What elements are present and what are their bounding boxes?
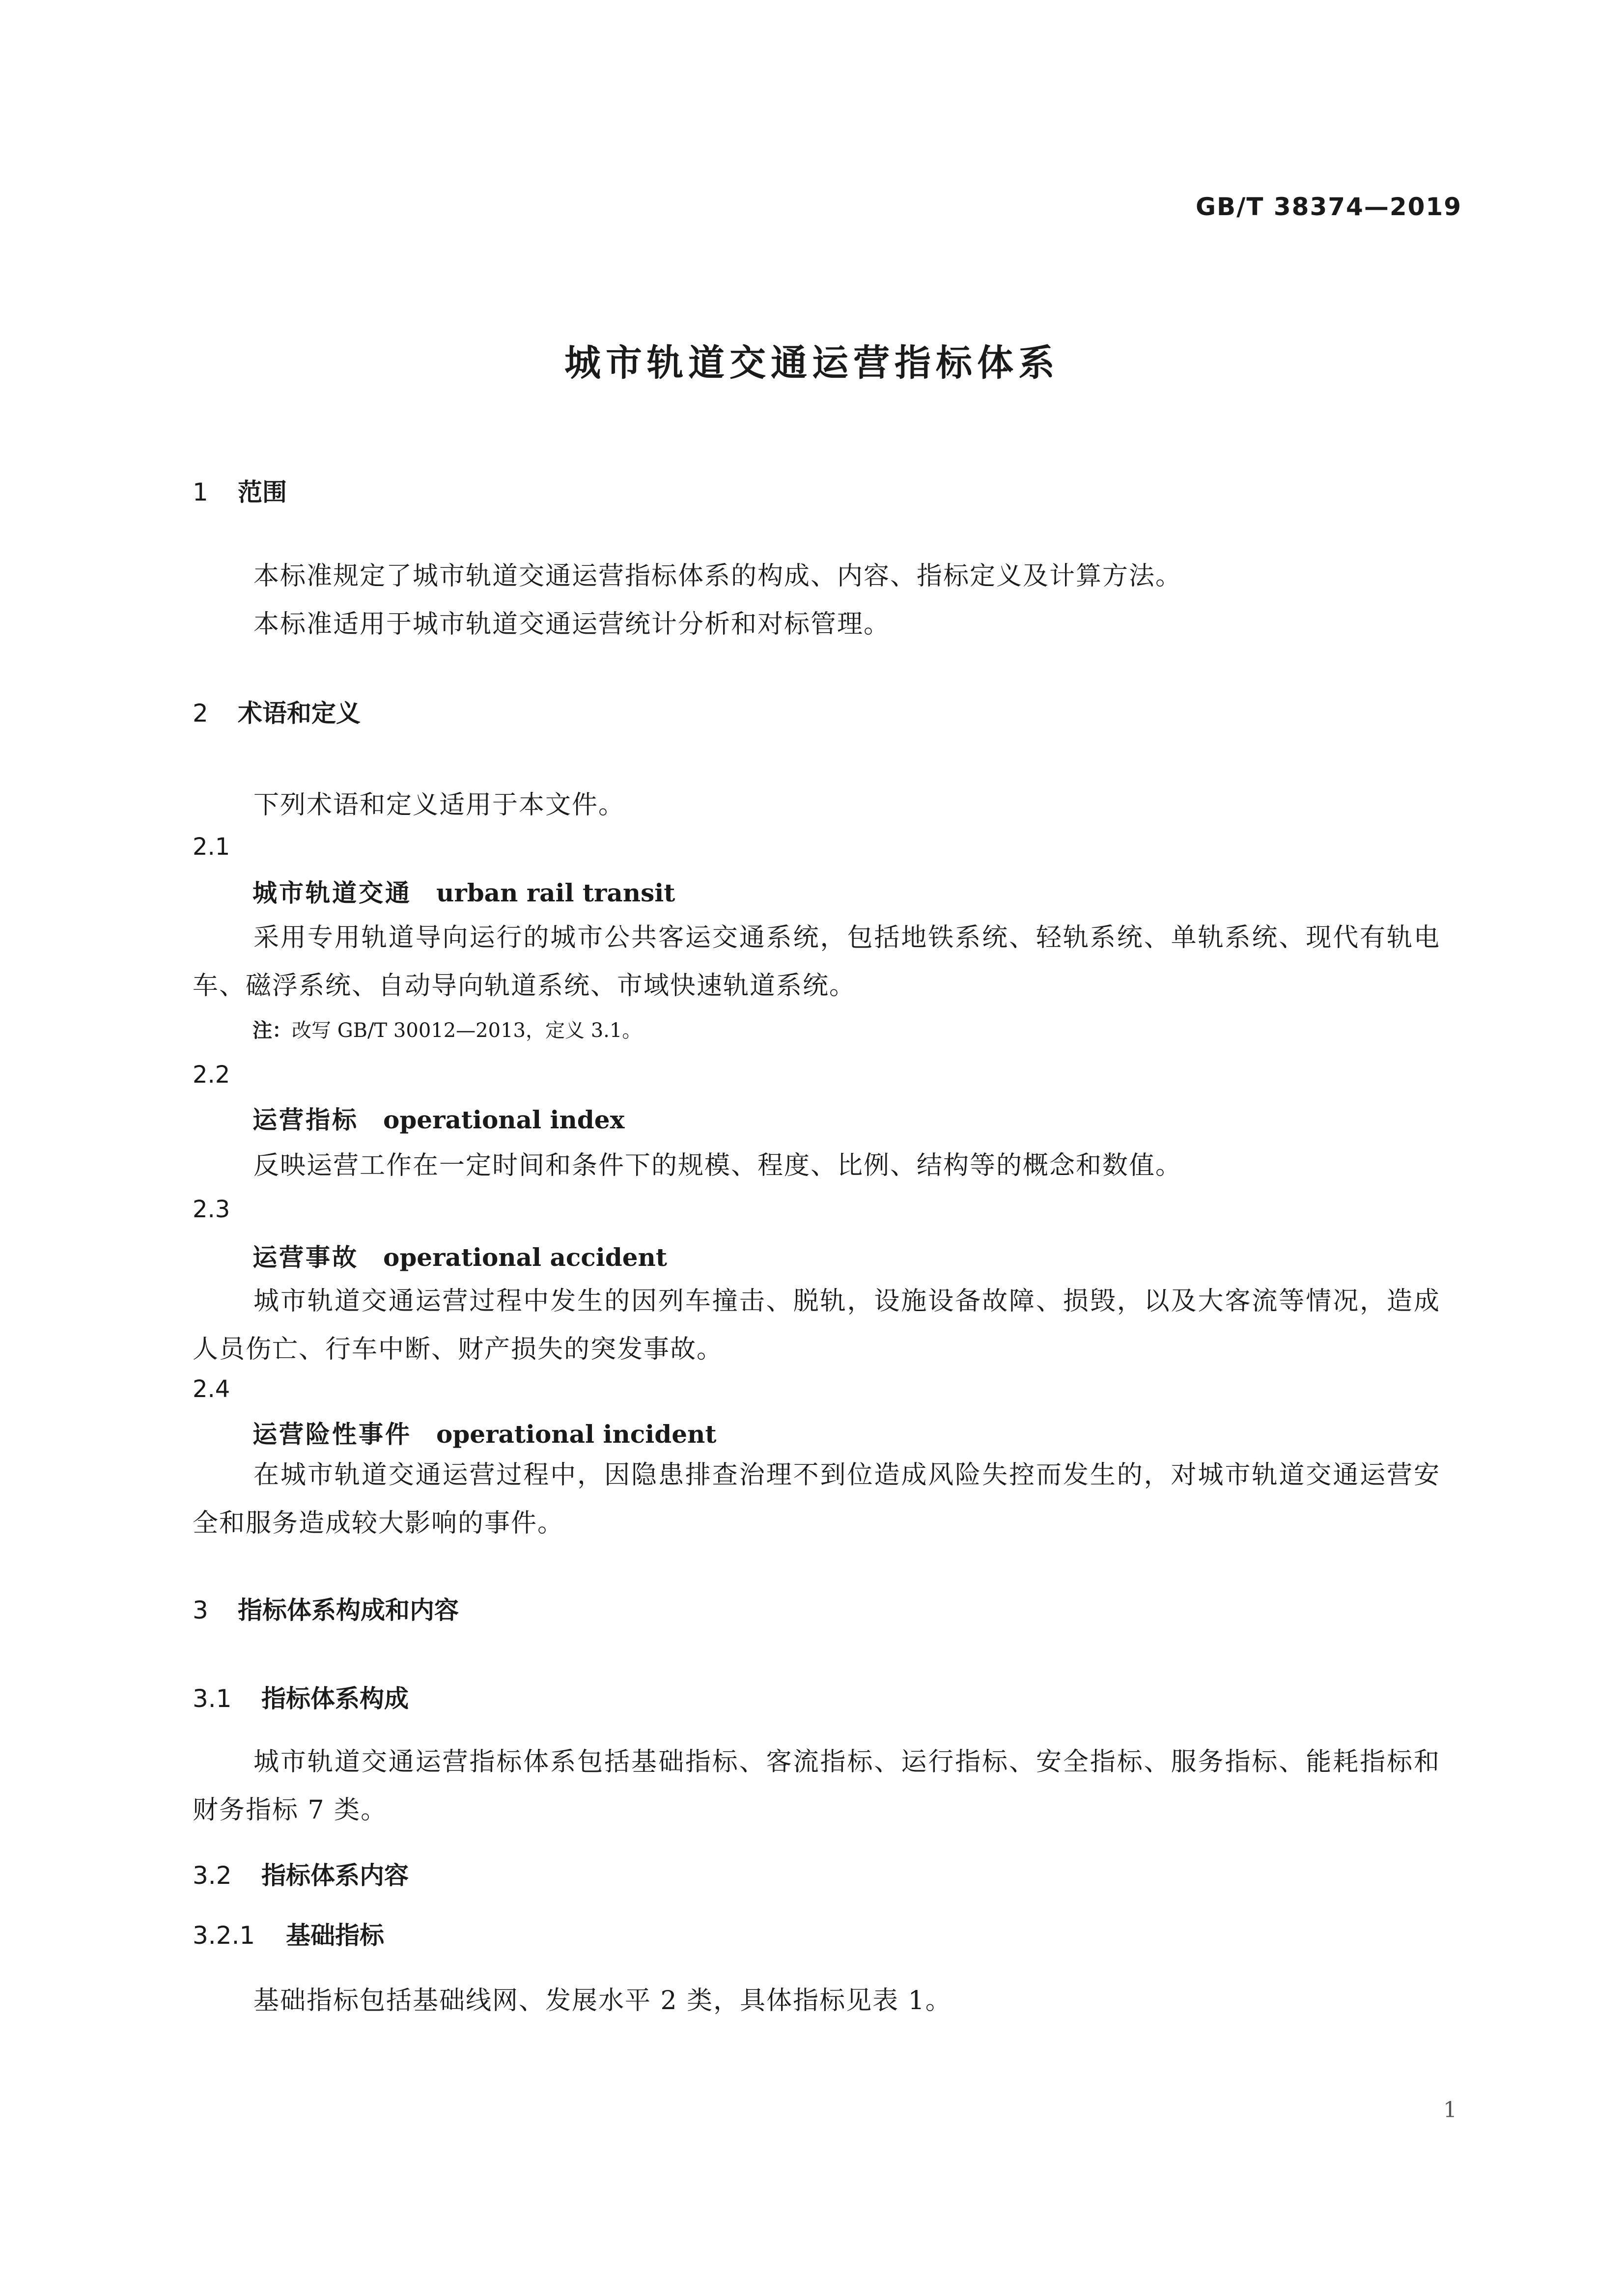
term-name: [252, 873, 675, 909]
section-number: 3.2: [193, 1861, 232, 1890]
note-text: 改写 GB/T 30012—2013，定义 3.1。: [292, 1019, 642, 1042]
term-definition: 城市轨道交通运营过程中发生的因列车撞击、脱轨，设施设备故障、损毁，以及大客流等情况，造成人员伤亡、行车中断、财产损失的突发事故。: [193, 1287, 1440, 1364]
paragraph: 本标准规定了城市轨道交通运营指标体系的构成、内容、指标定义及计算方法。: [253, 561, 1182, 591]
term-name: [252, 1100, 624, 1136]
paragraph: 本标准适用于城市轨道交通运营统计分析和对标管理。: [253, 610, 891, 639]
term-name: [252, 1415, 716, 1450]
paragraph: 下列术语和定义适用于本文件。: [253, 790, 625, 820]
section-3-2-heading: [193, 1856, 409, 1891]
section-title: 指标体系构成: [261, 1684, 409, 1713]
section-number: 3: [193, 1596, 208, 1624]
term-number: 2.1: [193, 833, 230, 861]
section-title: 指标体系构成和内容: [238, 1596, 459, 1624]
term-name-zh: 城市轨道交通: [252, 879, 412, 907]
term-name-en: operational index: [383, 1105, 625, 1134]
section-number: 2: [193, 699, 208, 728]
document-title: 城市轨道交通运营指标体系: [564, 342, 1060, 384]
term-name-zh: 运营事故: [252, 1243, 359, 1272]
section-number: 3.1: [193, 1684, 232, 1713]
section-3-2-1-heading: [193, 1916, 384, 1951]
term-definition: 采用专用轨道导向运行的城市公共客运交通系统，包括地铁系统、轻轨系统、单轨系统、现代有轨电车、磁浮系统、自动导向轨道系统、市域快速轨道系统。: [193, 923, 1440, 1001]
term-name: [252, 1238, 667, 1273]
term-number: 2.2: [193, 1061, 230, 1089]
section-title: 基础指标: [286, 1921, 384, 1950]
term-name-zh: 运营指标: [252, 1106, 359, 1134]
term-definition: 反映运营工作在一定时间和条件下的规模、程度、比例、结构等的概念和数值。: [253, 1151, 1182, 1180]
term-number: 2.4: [193, 1375, 230, 1403]
section-title: 指标体系内容: [261, 1861, 409, 1890]
term-name-en: operational incident: [436, 1420, 717, 1449]
section-title: 范围: [238, 478, 287, 506]
standard-code: GB/T 38374—2019: [1195, 193, 1462, 221]
term-name-en: urban rail transit: [436, 878, 675, 907]
paragraph: 基础指标包括基础线网、发展水平 2 类，具体指标见表 1。: [253, 1986, 952, 2015]
section-number: 3.2.1: [193, 1921, 255, 1950]
term-number: 2.3: [193, 1196, 230, 1223]
term-name-en: operational accident: [383, 1243, 667, 1272]
term-definition: 在城市轨道交通运营过程中，因隐患排查治理不到位造成风险失控而发生的，对城市轨道交通运营安全和服务造成较大影响的事件。: [193, 1460, 1440, 1538]
paragraph: 城市轨道交通运营指标体系包括基础指标、客流指标、运行指标、安全指标、服务指标、能耗指标和财务指标 7 类。: [193, 1747, 1440, 1825]
section-number: 1: [193, 478, 208, 506]
section-1-heading: [193, 473, 287, 508]
term-note: [252, 1015, 642, 1043]
section-3-1-heading: [193, 1679, 409, 1714]
term-name-zh: 运营险性事件: [252, 1420, 412, 1449]
section-title: 术语和定义: [238, 699, 361, 728]
page-number: 1: [1443, 2098, 1457, 2123]
section-3-heading: [193, 1591, 459, 1626]
section-2-heading: [193, 694, 361, 729]
note-label: 注：: [252, 1019, 292, 1042]
